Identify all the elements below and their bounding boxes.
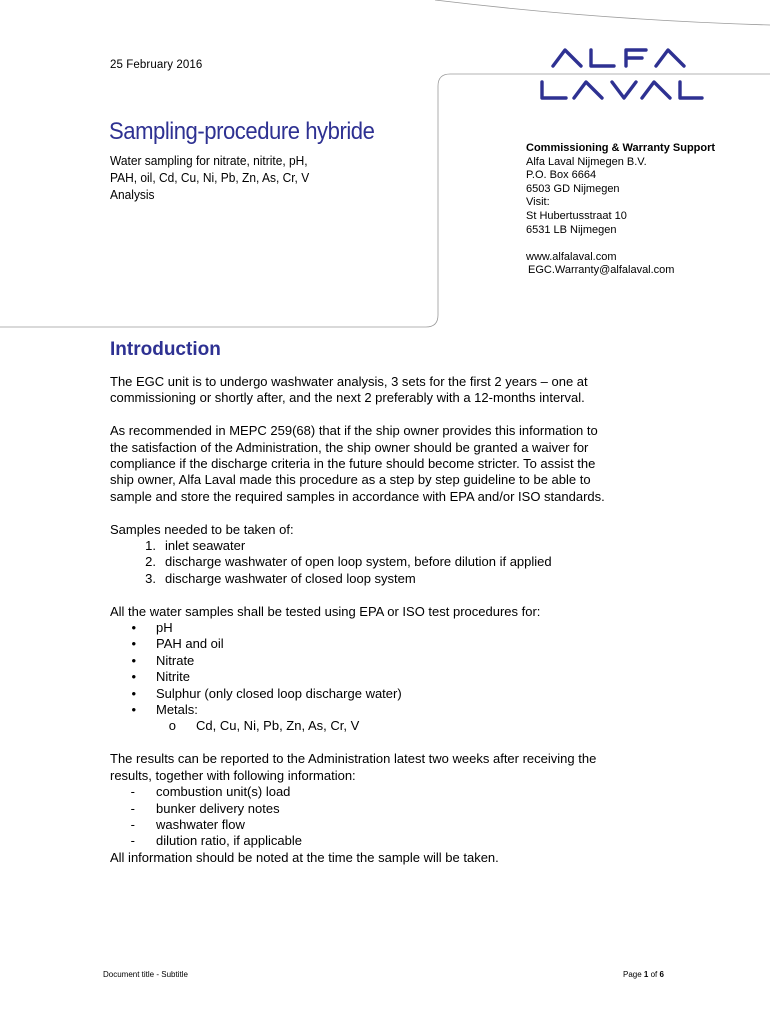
top-arc-line — [435, 0, 770, 25]
list-item — [110, 571, 670, 587]
samples-intro: Samples needed to be taken of: — [110, 521, 294, 537]
paragraph-line: results, together with following information: — [110, 767, 356, 783]
document-date: 25 February 2016 — [110, 59, 203, 71]
list-text: Metals: — [156, 702, 198, 718]
list-item — [110, 686, 670, 702]
subtitle-line: PAH, oil, Cd, Cu, Ni, Pb, Zn, As, Cr, V — [110, 170, 310, 185]
document-subtitle — [110, 152, 349, 203]
contact-line: 6503 GD Nijmegen — [526, 182, 620, 195]
list-text: pH — [156, 620, 173, 636]
paragraph-line: commissioning or shortly after, and the next 2 preferably with a 12-months interval. — [110, 390, 585, 406]
contact-line: P.O. Box 6664 — [526, 169, 597, 182]
list-number: 2. — [145, 554, 156, 570]
dash-marker: - — [130, 784, 135, 800]
page-total: 6 — [659, 970, 664, 979]
subtitle-line: Water sampling for nitrate, nitrite, pH, — [110, 153, 308, 168]
contact-line: 6531 LB Nijmegen — [526, 223, 617, 236]
list-text: discharge washwater of closed loop system — [165, 570, 416, 586]
bullet-marker: • — [131, 685, 136, 701]
paragraph-line: compliance if the discharge criteria in the future should become stricter. To assist the — [110, 456, 596, 472]
website-link[interactable]: www.alfalaval.com — [526, 250, 617, 263]
list-text: washwater flow — [156, 816, 245, 832]
list-item — [110, 833, 670, 849]
contact-heading: Commissioning & Warranty Support — [526, 142, 716, 154]
bullet-marker: • — [131, 620, 136, 636]
paragraph-line: sample and store the required samples in accordance with EPA and/or ISO standards. — [110, 488, 605, 504]
list-text: Nitrate — [156, 652, 195, 668]
paragraph-line: The results can be reported to the Administration latest two weeks after receiving the — [110, 751, 597, 767]
list-text: combustion unit(s) load — [156, 784, 291, 800]
list-item — [110, 620, 670, 636]
tests-intro: All the water samples shall be tested using EPA or ISO test procedures for: — [110, 603, 541, 619]
page-current: 1 — [643, 970, 649, 979]
subtitle-line: Analysis — [110, 187, 155, 202]
list-item — [110, 653, 670, 669]
list-item — [110, 669, 670, 685]
alfa-laval-logo — [536, 44, 708, 104]
list-text: Nitrite — [156, 669, 190, 685]
contact-block — [526, 142, 715, 278]
list-text: Sulphur (only closed loop discharge water) — [156, 685, 402, 701]
document-title: Sampling-procedure hybride — [109, 118, 375, 145]
email-link[interactable]: EGC.Warranty@alfalaval.com — [528, 264, 675, 277]
sub-bullet-marker: o — [168, 718, 176, 734]
list-text: discharge washwater of open loop system, before dilution if applied — [165, 554, 552, 570]
paragraph-line: The EGC unit is to undergo washwater analysis, 3 sets for the first 2 years – one at — [110, 374, 588, 389]
list-item — [110, 817, 670, 833]
page-of: of — [650, 970, 658, 979]
list-item — [110, 636, 670, 652]
contact-line: Alfa Laval Nijmegen B.V. — [526, 155, 647, 168]
paragraph-line: ship owner, Alfa Laval made this procedure as a step by step guideline to be able to — [110, 472, 591, 488]
list-text: dilution ratio, if applicable — [156, 833, 302, 849]
list-item — [110, 702, 670, 718]
paragraph-line: the satisfaction of the Administration, the ship owner should be granted a waiver for — [110, 439, 589, 455]
paragraph-line: As recommended in MEPC 259(68) that if the ship owner provides this information to — [110, 423, 598, 439]
page-label: Page — [623, 970, 642, 979]
dash-marker: - — [130, 816, 135, 832]
sub-list-item — [110, 718, 670, 734]
contact-line: Visit: — [526, 196, 550, 209]
list-item — [110, 801, 670, 817]
list-number: 3. — [145, 570, 156, 586]
body-text — [110, 374, 670, 866]
list-text: inlet seawater — [165, 538, 246, 554]
contact-line: St Hubertusstraat 10 — [526, 209, 627, 222]
footer-document-title: Document title - Subtitle — [103, 970, 188, 979]
list-text: PAH and oil — [156, 636, 224, 652]
list-text: bunker delivery notes — [156, 800, 280, 816]
list-number: 1. — [145, 538, 156, 554]
bullet-marker: • — [131, 702, 136, 718]
bullet-marker: • — [131, 652, 136, 668]
list-item — [110, 784, 670, 800]
dash-marker: - — [130, 800, 135, 816]
dash-marker: - — [130, 833, 135, 849]
bullet-marker: • — [131, 669, 136, 685]
list-text: Cd, Cu, Ni, Pb, Zn, As, Cr, V — [196, 718, 360, 734]
list-item — [110, 538, 670, 554]
closing-line: All information should be noted at the time the sample will be taken. — [110, 849, 499, 865]
list-item — [110, 554, 670, 570]
section-heading: Introduction — [110, 339, 221, 360]
footer-page-number — [623, 970, 664, 979]
bullet-marker: • — [131, 636, 136, 652]
